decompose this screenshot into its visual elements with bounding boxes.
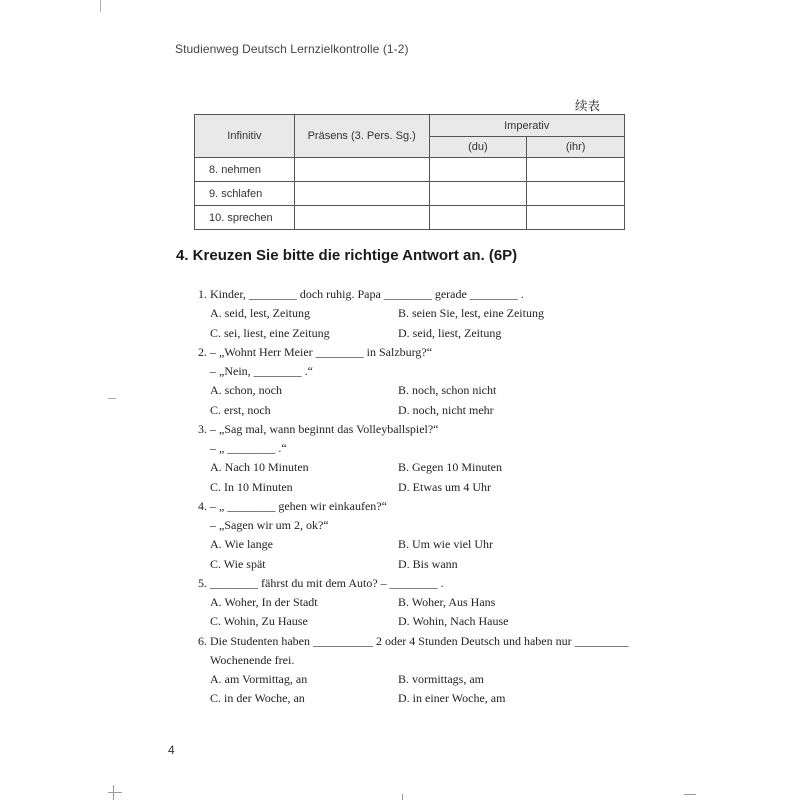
question-text: 1. Kinder, ________ doch ruhig. Papa ________ gerade ________ . [198,287,524,301]
option-b: B. Um wie viel Uhr [398,537,493,552]
header-infinitiv: Infinitiv [195,115,295,158]
option-a: A. am Vormittag, an [210,672,308,686]
question-text-cont: – „ ________ .“ [210,441,287,455]
option-d: D. Etwas um 4 Uhr [398,479,491,494]
header-du: (du) [429,137,527,158]
crop-mark-center [402,794,403,800]
option-a: A. Nach 10 Minuten [210,460,309,475]
option-d: D. Wohin, Nach Hause [398,614,509,629]
option-c: C. Wohin, Zu Hause [210,614,308,629]
page-number: 4 [168,743,175,757]
answer-cell [429,206,527,230]
row-infinitiv: 10. sprechen [195,206,295,230]
answer-cell [429,182,527,206]
margin-tick-left [108,398,116,399]
table-row [195,158,625,182]
answer-cell [294,182,429,206]
verb-conjugation-table [194,114,625,230]
option-d: D. noch, nicht mehr [398,402,494,417]
question-text: 6. Die Studenten haben __________ 2 oder 4 Stunden Deutsch und haben nur _________ [198,633,629,648]
question-text: 2. – „Wohnt Herr Meier ________ in Salzburg?“ [198,344,433,359]
option-d: D. Bis wann [398,556,458,571]
header-praesens: Präsens (3. Pers. Sg.) [294,115,429,158]
row-infinitiv: 9. schlafen [195,182,295,206]
question-text: 4. – „ ________ gehen wir einkaufen?“ [198,498,387,513]
option-c: C. in der Woche, an [210,691,305,706]
header-imperativ: Imperativ [429,115,624,137]
row-infinitiv: 8. nehmen [195,158,295,182]
question [198,420,628,497]
option-b: B. noch, schon nicht [398,383,497,398]
option-c: C. In 10 Minuten [210,479,293,494]
option-c: C. sei, liest, eine Zeitung [210,325,330,340]
table-row [195,206,625,230]
running-header: Studienweg Deutsch Lernzielkontrolle (1-2) [175,42,409,56]
answer-cell [429,158,527,182]
question-text-cont: – „Sagen wir um 2, ok?“ [210,518,329,532]
answer-cell [527,206,625,230]
answer-cell [294,158,429,182]
option-c: C. erst, noch [210,402,271,417]
option-c: C. Wie spät [210,556,266,571]
table-row [195,182,625,206]
question-text: 5. ________ fährst du mit dem Auto? – ________ . [198,575,444,590]
crop-mark-right [684,794,696,795]
question-text-cont: Wochenende frei. [210,652,295,667]
answer-cell [294,206,429,230]
option-a: A. seid, lest, Zeitung [210,306,310,321]
margin-tick-top [100,0,101,12]
header-ihr: (ihr) [527,137,625,158]
crop-mark-left [108,792,122,793]
question [198,343,628,420]
option-d: D. in einer Woche, am [398,691,506,706]
question-text-cont: – „Nein, ________ .“ [210,364,313,378]
option-d: D. seid, liest, Zeitung [398,325,502,340]
question [198,497,628,574]
question-list [198,285,628,709]
option-b: B. Gegen 10 Minuten [398,460,502,475]
question-text: 3. – „Sag mal, wann beginnt das Volleyballspiel?“ [198,421,439,436]
answer-cell [527,182,625,206]
question [198,285,628,343]
question [198,632,628,709]
option-a: A. schon, noch [210,383,282,398]
section-title: 4. Kreuzen Sie bitte die richtige Antwort an. (6P) [176,247,518,264]
answer-cell [527,158,625,182]
question [198,574,628,632]
option-a: A. Wie lange [210,537,273,552]
option-b: B. seien Sie, lest, eine Zeitung [398,306,544,321]
option-a: A. Woher, In der Stadt [210,595,318,609]
option-b: B. vormittags, am [398,672,484,686]
option-b: B. Woher, Aus Hans [398,595,496,609]
continuation-label: 续表 [575,98,601,113]
